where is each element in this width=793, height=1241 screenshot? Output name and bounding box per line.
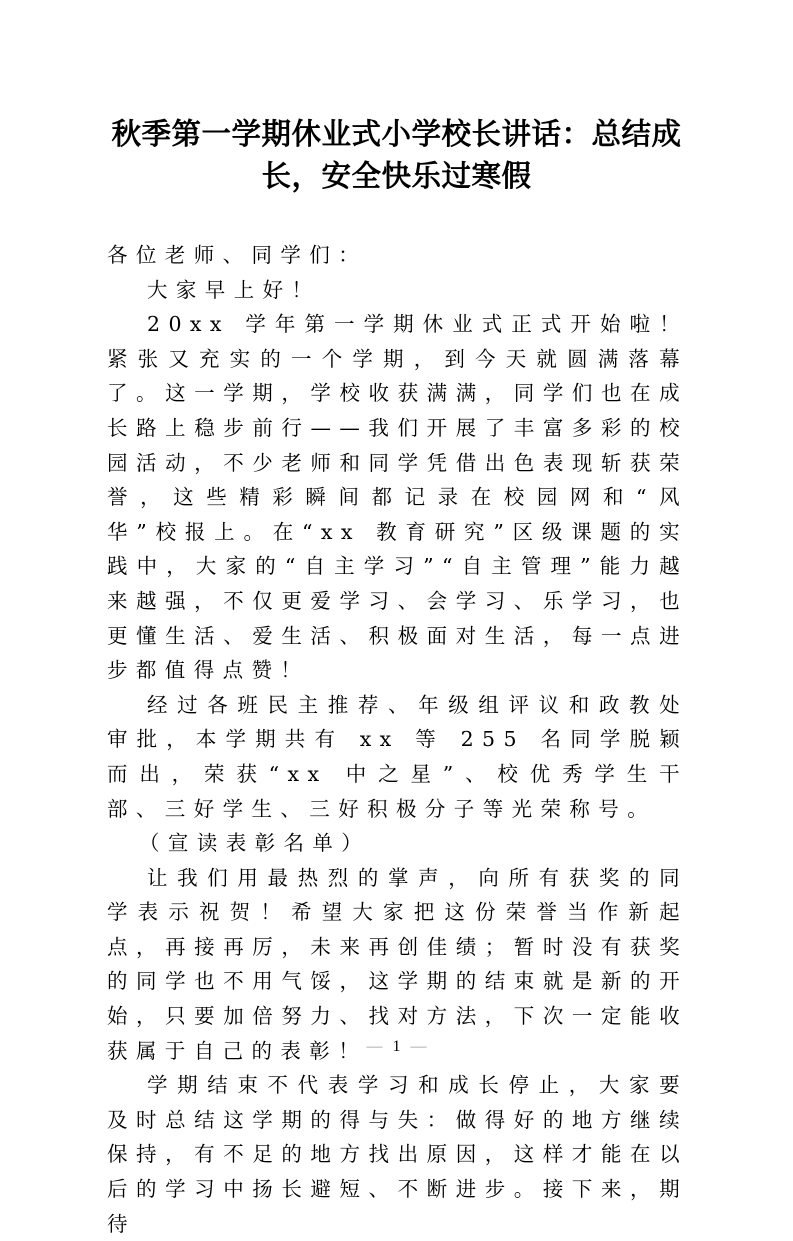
paragraph-summary: 学期结束不代表学习和成长停止，大家要及时总结这学期的得与失：做得好的地方继续保持，有不足的地方找出原因，这样才能在以后的学习中扬长避短、不断进步。接下来，期待 [107, 1073, 688, 1236]
paragraph-congratulations: 让我们用最热烈的掌声，向所有获奖的同学表示祝贺！希望大家把这份荣誉当作新起点，再接再厉，未来再创佳绩；暂时没有获奖的同学也不用气馁，这学期的结束就是新的开始，只要加倍努力、找对方法，下次一定能收获属于自己的表彰！ [107, 865, 688, 1063]
paragraph-read-list-note: （宣读表彰名单） [139, 831, 371, 856]
paragraph-semester-review: 20xx 学年第一学期休业式正式开始啦！紧张又充实的一个学期，到今天就圆满落幕了。这一学期，学校收获满满，同学们也在成长路上稳步前行——我们开展了丰富多彩的校园活动，不少老师和同学凭借出色表现斩获荣誉，这些精彩瞬间都记录在校园网和“风华”校报上。在“xx 教育研究”区级课题的实践中，大家的“自主学习”“自主管理”能力越来越强，不仅更爱学习、会学习、乐学习，也更懂生活、爱生活、积极面对生活，每一点进步都值得点赞！ [107, 312, 688, 683]
document-title: 秋季第一学期休业式小学校长讲话：总结成长，安全快乐过寒假 [111, 117, 682, 193]
page-footer [0, 1038, 793, 1056]
paragraph-awards: 经过各班民主推荐、年级组评议和政教处审批，本学期共有 xx 等 255 名同学脱颖而出，荣获“xx 中之星”、校优秀学生干部、三好学生、三好积极分子等光荣称号。 [107, 692, 688, 821]
page-number: 1 [392, 1038, 401, 1055]
paragraph-greeting: 大家早上好！ [147, 277, 321, 302]
footer-dash-right: — [410, 1038, 427, 1055]
footer-dash-left: — [366, 1038, 383, 1055]
document-body [107, 238, 688, 1241]
salutation: 各位老师、同学们： [107, 243, 368, 267]
